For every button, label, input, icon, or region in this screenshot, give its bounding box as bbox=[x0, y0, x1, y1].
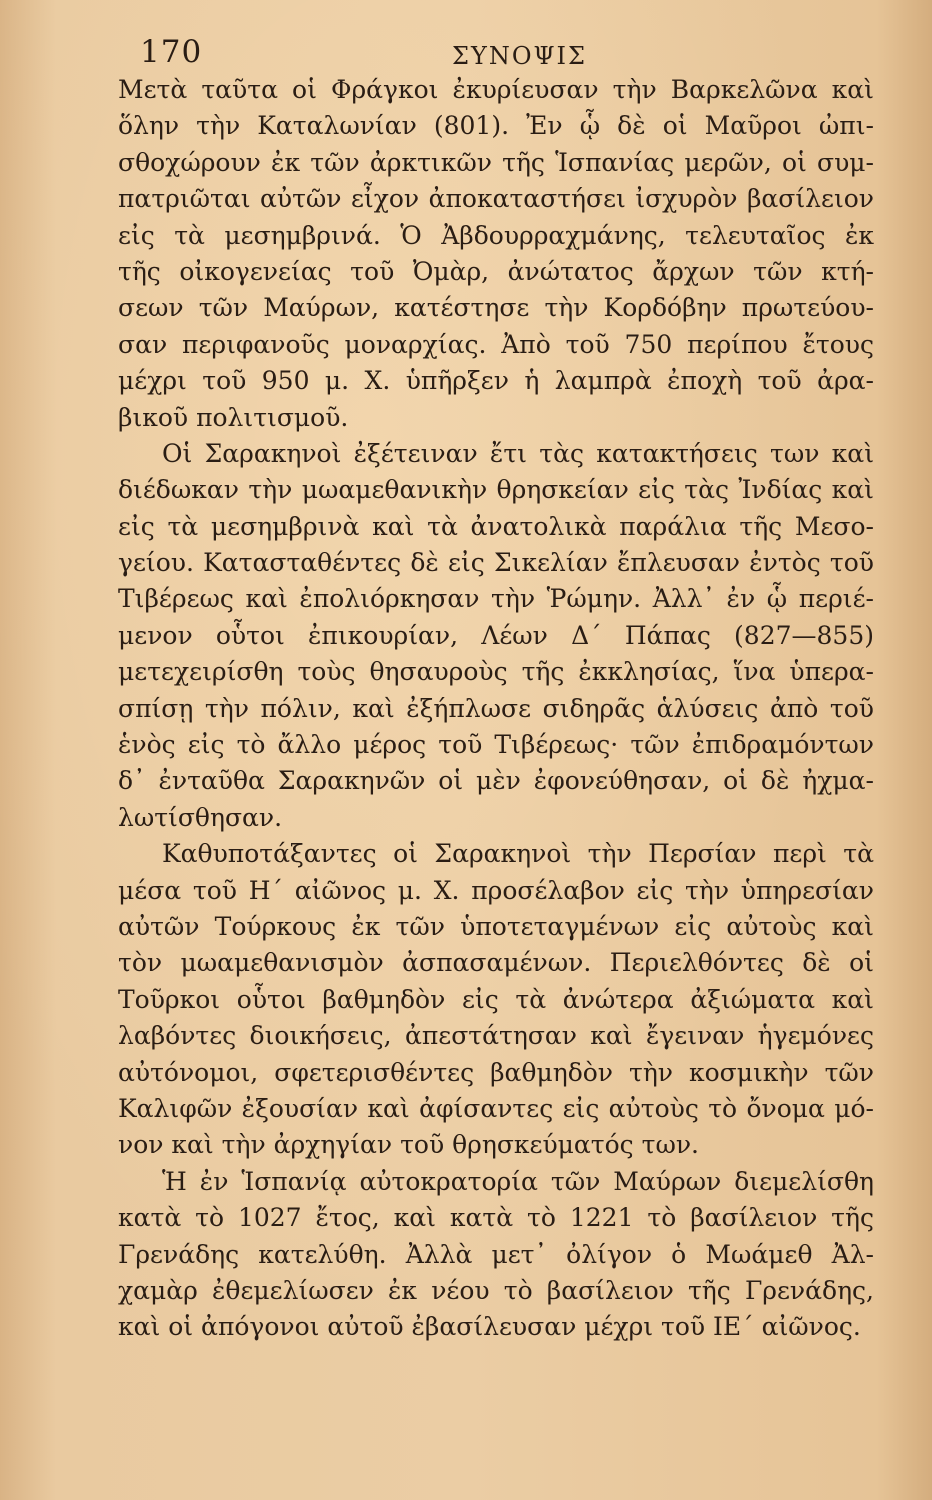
text-line: σαν περιφανοῦς μοναρχίας. Ἀπὸ τοῦ 750 περίπου ἔτους bbox=[118, 329, 874, 359]
text-line: Τοῦρκοι οὗτοι βαθμηδὸν εἰς τὰ ἀνώτερα ἀξιώματα καὶ bbox=[118, 984, 874, 1014]
text-line: λαβόντες διοικήσεις, ἀπεστάτησαν καὶ ἔγειναν ἡγεμόνες bbox=[118, 1021, 874, 1051]
text-line: ὅλην τὴν Καταλωνίαν (801). Ἐν ᾧ δὲ οἱ Μαῦροι ὠπι- bbox=[118, 111, 874, 141]
text-line: πατριῶται αὐτῶν εἶχον ἀποκαταστήσει ἰσχυρὸν βασίλειον bbox=[118, 184, 874, 214]
text-line: ἑνὸς εἰς τὸ ἄλλο μέρος τοῦ Τιβέρεως· τῶν ἐπιδραμόντων bbox=[118, 730, 874, 760]
text-line: τὸν μωαμεθανισμὸν ἀσπασαμένων. Περιελθόντες δὲ οἱ bbox=[118, 948, 874, 978]
running-title: ΣΥΝΟΨΙΣ bbox=[452, 42, 587, 70]
text-line: μέχρι τοῦ 950 μ. Χ. ὑπῆρξεν ἡ λαμπρὰ ἐποχὴ τοῦ ἀρα- bbox=[118, 366, 874, 396]
text-line: αὐτόνομοι, σφετερισθέντες βαθμηδὸν τὴν κοσμικὴν τῶν bbox=[118, 1057, 874, 1087]
text-line: Καθυποτάξαντες οἱ Σαρακηνοὶ τὴν Περσίαν περὶ τὰ bbox=[162, 839, 874, 869]
text-line: δ᾽ ἐνταῦθα Σαρακηνῶν οἱ μὲν ἐφονεύθησαν, οἱ δὲ ἠχμα- bbox=[118, 766, 874, 796]
text-line: Οἱ Σαρακηνοὶ ἐξέτειναν ἔτι τὰς κατακτήσεις των καὶ bbox=[162, 438, 874, 468]
text-line: Καλιφῶν ἐξουσίαν καὶ ἀφίσαντες εἰς αὐτοὺς τὸ ὄνομα μό- bbox=[118, 1093, 874, 1123]
page-number: 170 bbox=[140, 34, 203, 70]
text-line: χαμὰρ ἐθεμελίωσεν ἐκ νέου τὸ βασίλειον τῆς Γρενάδης, bbox=[118, 1275, 874, 1305]
text-line: τῆς οἰκογενείας τοῦ Ὀμὰρ, ἀνώτατος ἄρχων τῶν κτή- bbox=[118, 256, 874, 286]
text-line: Μετὰ ταῦτα οἱ Φράγκοι ἐκυρίευσαν τὴν Βαρκελῶνα καὶ bbox=[118, 75, 874, 104]
text-line: μέσα τοῦ Η΄ αἰῶνος μ. Χ. προσέλαβον εἰς τὴν ὑπηρεσίαν bbox=[118, 875, 874, 905]
text-line: κατὰ τὸ 1027 ἔτος, καὶ κατὰ τὸ 1221 τὸ βασίλειον τῆς bbox=[118, 1203, 874, 1233]
text-line: γείου. Κατασταθέντες δὲ εἰς Σικελίαν ἔπλευσαν ἐντὸς τοῦ bbox=[118, 548, 874, 578]
text-line: νον καὶ τὴν ἀρχηγίαν τοῦ θρησκεύματός των. bbox=[118, 1130, 699, 1160]
text-line: σπίσῃ τὴν πόλιν, καὶ ἐξήπλωσε σιδηρᾶς ἁλύσεις ἀπὸ τοῦ bbox=[118, 693, 874, 723]
text-line: εἰς τὰ μεσημβρινὰ καὶ τὰ ἀνατολικὰ παράλια τῆς Μεσο- bbox=[118, 511, 874, 541]
text-line: εἰς τὰ μεσημβρινά. Ὁ Ἀβδουρραχμάνης, τελευταῖος ἐκ bbox=[118, 220, 874, 250]
page-header bbox=[0, 28, 932, 78]
text-line: διέδωκαν τὴν μωαμεθανικὴν θρησκείαν εἰς τὰς Ἰνδίας καὶ bbox=[118, 475, 874, 505]
text-line: λωτίσθησαν. bbox=[118, 802, 283, 832]
text-line: βικοῦ πολιτισμοῦ. bbox=[118, 402, 349, 432]
text-line: μετεχειρίσθη τοὺς θησαυροὺς τῆς ἐκκλησίας, ἵνα ὑπερα- bbox=[118, 657, 874, 687]
text-line: Τιβέρεως καὶ ἐπολιόρκησαν τὴν Ῥώμην. Ἀλλ᾽ ἐν ᾧ περιέ- bbox=[118, 584, 874, 614]
text-line: καὶ οἱ ἀπόγονοι αὐτοῦ ἐβασίλευσαν μέχρι τοῦ ΙΕ΄ αἰῶνος. bbox=[118, 1312, 861, 1342]
text-line: σθοχώρουν ἐκ τῶν ἀρκτικῶν τῆς Ἱσπανίας μερῶν, οἱ συμ- bbox=[118, 147, 874, 177]
text-line: Γρενάδης κατελύθη. Ἀλλὰ μετ᾽ ὀλίγον ὁ Μωάμεθ Ἀλ- bbox=[118, 1239, 874, 1269]
text-line: αὐτῶν Τούρκους ἐκ τῶν ὑποτεταγμένων εἰς αὐτοὺς καὶ bbox=[118, 911, 874, 941]
text-line: Ἡ ἐν Ἱσπανίᾳ αὐτοκρατορία τῶν Μαύρων διεμελίσθη bbox=[162, 1166, 874, 1196]
text-line: σεων τῶν Μαύρων, κατέστησε τὴν Κορδόβην πρωτεύου- bbox=[118, 293, 874, 323]
text-line: μενον οὗτοι ἐπικουρίαν, Λέων Δ΄ Πάπας (827—855) bbox=[118, 620, 874, 650]
body-text bbox=[118, 72, 874, 1346]
